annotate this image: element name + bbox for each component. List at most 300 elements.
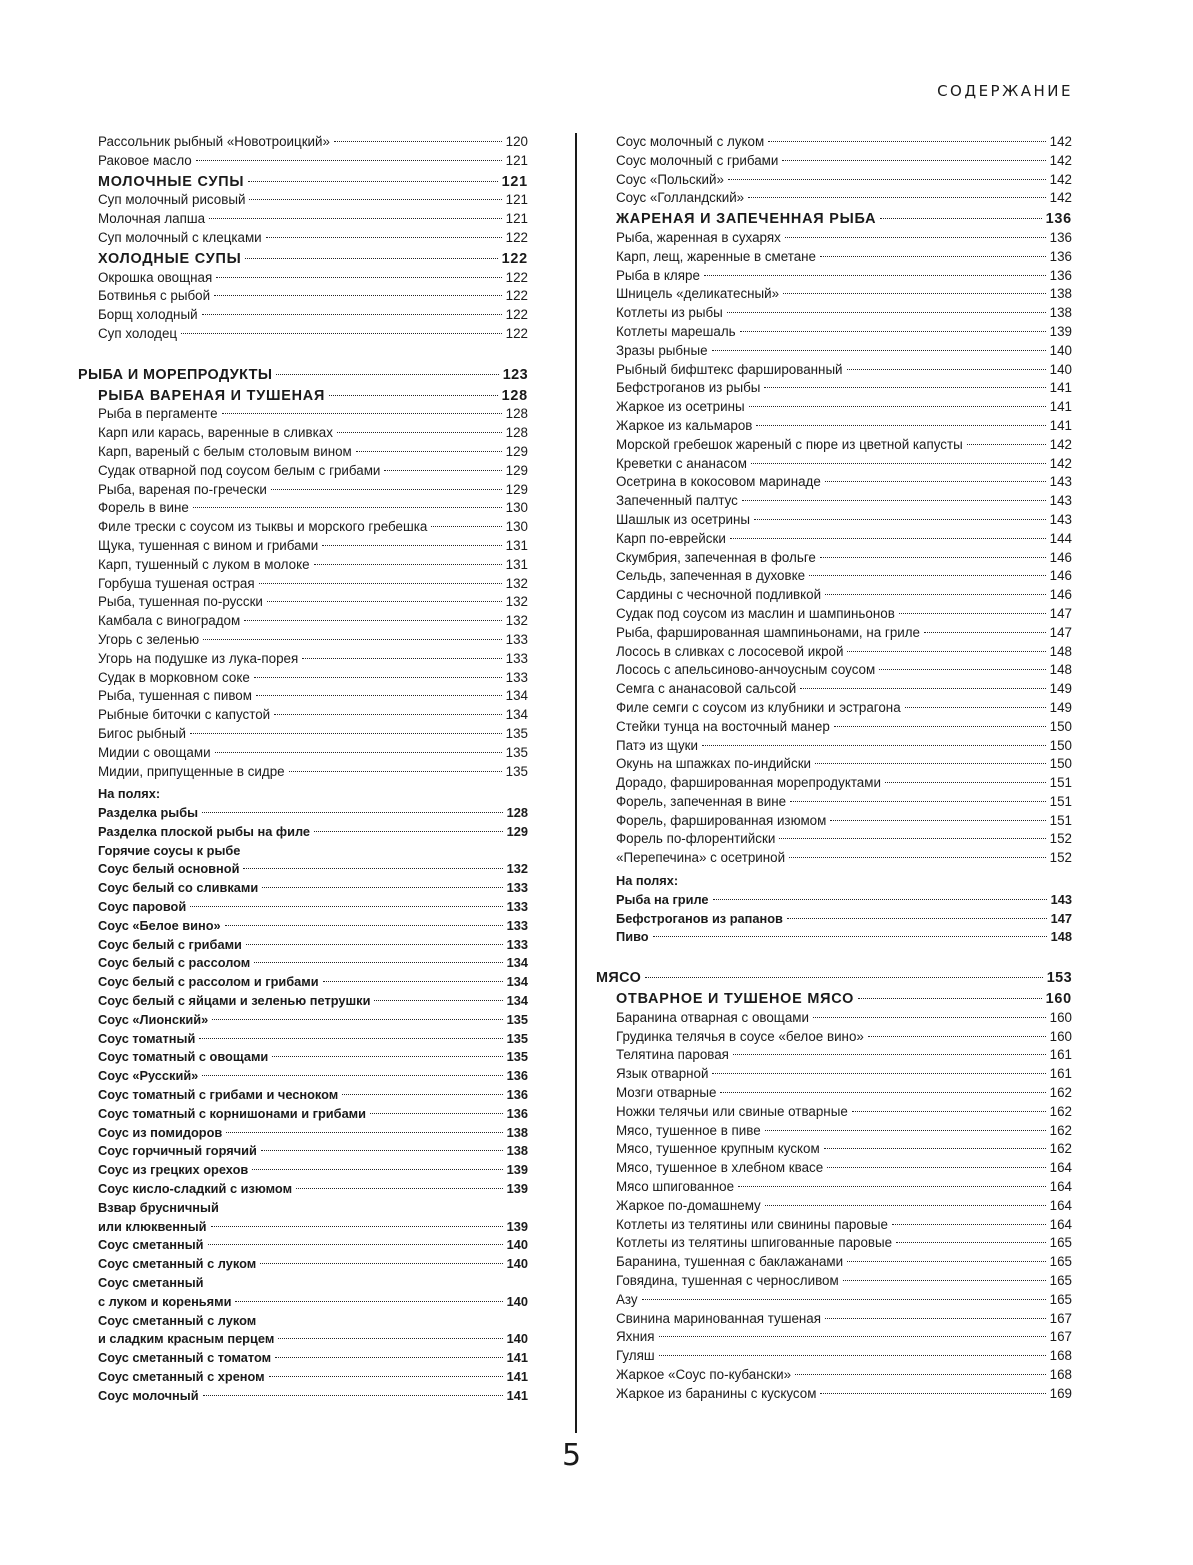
- toc-page-number: 164: [1049, 1179, 1072, 1195]
- toc-page-number: 121: [505, 152, 528, 168]
- toc-entry-title: Форель, запеченная в вине: [616, 793, 787, 809]
- toc-entry-title: Форель в вине: [98, 500, 189, 516]
- toc-page-number: 143: [1049, 474, 1072, 490]
- toc-page-number: 167: [1049, 1329, 1072, 1345]
- toc-margin-entry[interactable]: [78, 1255, 528, 1274]
- toc-entry[interactable]: [78, 763, 528, 782]
- toc-entry-title: Сардины с чесночной подливкой: [616, 587, 822, 603]
- dot-leader: [852, 1111, 1046, 1112]
- toc-page-number: 142: [1049, 190, 1072, 206]
- toc-entry-title: Семга с ананасовой сальсой: [616, 681, 797, 697]
- toc-entry[interactable]: [78, 612, 528, 631]
- toc-page-number: 135: [505, 725, 528, 741]
- toc-entry-title: Шницель «деликатесный»: [616, 286, 780, 302]
- dot-leader: [267, 601, 502, 602]
- toc-section-heading[interactable]: [78, 173, 528, 192]
- toc-entry[interactable]: [78, 229, 528, 248]
- toc-page-number: 138: [506, 1143, 528, 1159]
- toc-entry[interactable]: [78, 537, 528, 556]
- toc-entry-title: Азу: [616, 1291, 638, 1307]
- dot-leader: [825, 481, 1046, 482]
- toc-entry[interactable]: [596, 1009, 1072, 1028]
- toc-margin-entry[interactable]: [78, 992, 528, 1011]
- toc-entry-title: Филе семги с соусом из клубники и эстрагона: [616, 699, 901, 715]
- dot-leader: [642, 1299, 1046, 1300]
- toc-entry[interactable]: [596, 567, 1072, 586]
- toc-chapter-heading[interactable]: [596, 969, 1072, 988]
- dot-leader: [704, 275, 1046, 276]
- toc-page-number: 160: [1049, 1028, 1072, 1044]
- toc-page-number: 142: [1049, 134, 1072, 149]
- dot-leader: [245, 258, 497, 259]
- toc-margin-entry[interactable]: [78, 1293, 528, 1312]
- toc-entry[interactable]: [596, 1310, 1072, 1329]
- toc-margin-entry[interactable]: [78, 1236, 528, 1255]
- dot-leader: [203, 1395, 503, 1396]
- toc-entry-title: Соус белый основной: [98, 861, 240, 877]
- toc-entry-title: Судак в морковном соке: [98, 669, 250, 685]
- toc-entry[interactable]: [596, 1366, 1072, 1385]
- toc-entry[interactable]: [596, 1328, 1072, 1347]
- toc-page-number: 150: [1049, 737, 1072, 753]
- toc-entry-title: Соус томатный с грибами и чесноком: [98, 1087, 339, 1103]
- dot-leader: [733, 1054, 1046, 1055]
- toc-entry-title: Бигос рыбный: [98, 725, 186, 741]
- toc-entry[interactable]: [596, 1197, 1072, 1216]
- dot-leader: [302, 658, 501, 659]
- dot-leader: [211, 1226, 503, 1227]
- toc-entry-title: Жаркое из баранины с кускусом: [616, 1385, 817, 1401]
- toc-margin-entry[interactable]: [78, 1067, 528, 1086]
- toc-page-number: 122: [505, 288, 528, 304]
- toc-entry-title: Судак отварной под соусом белым с грибами: [98, 462, 381, 478]
- toc-entry-title: Соус из грецких орехов: [98, 1162, 249, 1178]
- toc-page-number: 122: [505, 269, 528, 285]
- toc-page-number: 133: [506, 936, 528, 952]
- toc-entry-title: Сельдь, запеченная в духовке: [616, 568, 806, 584]
- toc-entry-title: РЫБА ВАРЕНАЯ И ТУШЕНАЯ: [98, 387, 326, 404]
- toc-margin-entry[interactable]: [78, 973, 528, 992]
- dot-leader: [827, 1167, 1045, 1168]
- toc-entry[interactable]: [596, 699, 1072, 718]
- toc-margin-entry[interactable]: [78, 1011, 528, 1030]
- dot-leader: [254, 962, 502, 963]
- toc-entry-title: Соус сметанный с хреном: [98, 1369, 265, 1384]
- dot-leader: [190, 733, 502, 734]
- toc-entry[interactable]: [78, 191, 528, 210]
- toc-entry[interactable]: [596, 1028, 1072, 1047]
- dot-leader: [370, 1113, 503, 1114]
- toc-entry-title: Соус из помидоров: [98, 1124, 223, 1140]
- toc-page-number: 121: [501, 173, 528, 190]
- toc-entry-title: Мидии с овощами: [98, 744, 211, 760]
- toc-margin-entry[interactable]: [78, 1218, 528, 1237]
- toc-page-number: 133: [505, 650, 528, 666]
- toc-entry-title: Судак под соусом из маслин и шампиньонов: [616, 605, 895, 621]
- dot-leader: [276, 374, 498, 375]
- toc-page-number: 146: [1049, 549, 1072, 565]
- toc-entry[interactable]: [596, 1234, 1072, 1253]
- toc-page-number: 142: [1049, 152, 1072, 168]
- toc-page-number: 153: [1046, 970, 1072, 987]
- dot-leader: [830, 820, 1045, 821]
- dot-leader: [825, 594, 1046, 595]
- dot-leader: [235, 1301, 502, 1302]
- toc-section-heading[interactable]: [78, 250, 528, 269]
- toc-entry[interactable]: [78, 650, 528, 669]
- toc-entry[interactable]: [596, 189, 1072, 208]
- toc-margin-entry[interactable]: [78, 1180, 528, 1199]
- toc-entry[interactable]: [78, 669, 528, 688]
- toc-entry-title: Карп, тушенный с луком в молоке: [98, 556, 310, 572]
- toc-margin-entry[interactable]: [78, 1387, 528, 1406]
- toc-entry[interactable]: [596, 342, 1072, 361]
- toc-entry[interactable]: [78, 481, 528, 500]
- toc-section-heading[interactable]: [78, 387, 528, 406]
- toc-page-number: 162: [1049, 1141, 1072, 1157]
- toc-page-number: 151: [1049, 812, 1072, 828]
- toc-entry[interactable]: [596, 661, 1072, 680]
- toc-entry[interactable]: [78, 499, 528, 518]
- toc-entry-title: МЯСО: [596, 970, 642, 987]
- toc-entry[interactable]: [596, 436, 1072, 455]
- toc-page-number: 141: [1049, 417, 1072, 433]
- toc-margin-entry[interactable]: [78, 1030, 528, 1049]
- toc-entry[interactable]: [596, 1216, 1072, 1235]
- toc-entry-title: Рыба, вареная по-гречески: [98, 481, 267, 497]
- dot-leader: [820, 1393, 1045, 1394]
- toc-entry-title: с луком и кореньями: [98, 1293, 232, 1309]
- toc-entry[interactable]: [78, 269, 528, 288]
- toc-page-number: 162: [1049, 1085, 1072, 1101]
- dot-leader: [813, 1017, 1046, 1018]
- dot-leader: [374, 1000, 502, 1001]
- toc-entry-title: Мясо, тушенное крупным куском: [616, 1141, 820, 1157]
- toc-entry[interactable]: [596, 304, 1072, 323]
- dot-leader: [967, 444, 1046, 445]
- toc-entry[interactable]: [596, 737, 1072, 756]
- toc-entry[interactable]: [596, 1385, 1072, 1404]
- toc-entry[interactable]: [596, 511, 1072, 530]
- toc-margin-entry[interactable]: [78, 898, 528, 917]
- toc-entry[interactable]: [596, 1159, 1072, 1178]
- toc-page-number: 168: [1049, 1348, 1072, 1364]
- toc-entry[interactable]: [78, 744, 528, 763]
- toc-entry[interactable]: [596, 1065, 1072, 1084]
- dot-leader: [659, 1336, 1046, 1337]
- toc-entry-title: Морской гребешок жареный с пюре из цветной капусты: [616, 436, 963, 452]
- toc-entry-title: Гуляш: [616, 1348, 655, 1364]
- toc-entry[interactable]: [596, 830, 1072, 849]
- toc-entry[interactable]: [596, 624, 1072, 643]
- toc-margin-entry[interactable]: [78, 1368, 528, 1387]
- toc-entry-title: Котлеты марешаль: [616, 323, 736, 339]
- toc-entry-title: Карп или карась, варенные в сливках: [98, 425, 333, 441]
- toc-entry[interactable]: [596, 849, 1072, 868]
- toc-margin-entry[interactable]: [78, 936, 528, 955]
- toc-page-number: 151: [1049, 793, 1072, 809]
- toc-entry-title: Скумбрия, запеченная в фольге: [616, 549, 816, 565]
- toc-page-number: 148: [1049, 643, 1072, 659]
- toc-entry[interactable]: [78, 462, 528, 481]
- toc-page-number: 132: [506, 861, 528, 877]
- toc-margin-entry[interactable]: [78, 860, 528, 879]
- toc-entry[interactable]: [596, 379, 1072, 398]
- toc-entry[interactable]: [596, 1103, 1072, 1122]
- dot-leader: [768, 141, 1045, 142]
- toc-entry[interactable]: [596, 605, 1072, 624]
- toc-entry[interactable]: [596, 1253, 1072, 1272]
- toc-margin-entry[interactable]: [78, 1048, 528, 1067]
- toc-entry[interactable]: [596, 586, 1072, 605]
- toc-column-left: [78, 133, 528, 1406]
- toc-page-number: 120: [505, 134, 528, 149]
- dot-leader: [243, 868, 502, 869]
- toc-entry[interactable]: [596, 755, 1072, 774]
- toc-margin-entry[interactable]: [78, 917, 528, 936]
- toc-page-number: 167: [1049, 1310, 1072, 1326]
- running-head: СОДЕРЖАНИЕ: [937, 82, 1073, 100]
- dot-leader: [885, 782, 1046, 783]
- toc-entry[interactable]: [596, 417, 1072, 436]
- dot-leader: [269, 1376, 503, 1377]
- toc-entry-title: Карп, лещ, жаренные в сметане: [616, 248, 816, 264]
- toc-entry[interactable]: [78, 518, 528, 537]
- toc-entry[interactable]: [78, 133, 528, 152]
- toc-entry[interactable]: [596, 1178, 1072, 1197]
- toc-margin-entry[interactable]: [596, 910, 1072, 929]
- toc-entry[interactable]: [596, 473, 1072, 492]
- toc-entry[interactable]: [596, 1046, 1072, 1065]
- toc-entry[interactable]: [78, 631, 528, 650]
- toc-entry-title: Соус белый с грибами: [98, 936, 242, 952]
- toc-entry[interactable]: [78, 405, 528, 424]
- dot-leader: [260, 1263, 502, 1264]
- toc-entry[interactable]: [78, 306, 528, 325]
- toc-margin-entry[interactable]: [78, 879, 528, 898]
- toc-margin-entry[interactable]: [596, 928, 1072, 947]
- dot-leader: [266, 237, 502, 238]
- toc-entry[interactable]: [78, 325, 528, 344]
- toc-entry[interactable]: [596, 530, 1072, 549]
- toc-page-number: 132: [505, 575, 528, 591]
- toc-entry[interactable]: [596, 285, 1072, 304]
- toc-entry[interactable]: [596, 718, 1072, 737]
- toc-entry-title: Свинина маринованная тушеная: [616, 1310, 822, 1326]
- toc-page-number: 122: [501, 250, 528, 267]
- dot-leader: [924, 632, 1046, 633]
- toc-page-number: 135: [506, 1049, 528, 1065]
- toc-page-number: 147: [1049, 605, 1072, 621]
- toc-entry[interactable]: [596, 248, 1072, 267]
- toc-entry[interactable]: [78, 210, 528, 229]
- toc-page-number: 129: [505, 481, 528, 497]
- toc-page-number: 133: [506, 880, 528, 896]
- dot-leader: [659, 1355, 1046, 1356]
- toc-entry[interactable]: [596, 171, 1072, 190]
- dot-leader: [254, 677, 502, 678]
- toc-entry[interactable]: [596, 793, 1072, 812]
- toc-margin-entry[interactable]: [78, 1124, 528, 1143]
- toc-margin-entry[interactable]: [78, 1161, 528, 1180]
- toc-entry-title: Баранина, тушенная с баклажанами: [616, 1254, 844, 1270]
- toc-entry[interactable]: [596, 812, 1072, 831]
- dot-leader: [248, 181, 497, 182]
- toc-entry[interactable]: [78, 287, 528, 306]
- toc-entry[interactable]: [78, 687, 528, 706]
- toc-entry[interactable]: [596, 1291, 1072, 1310]
- dot-leader: [740, 331, 1046, 332]
- toc-page-number: 138: [506, 1124, 528, 1140]
- dot-leader: [843, 1280, 1046, 1281]
- toc-margin-entry[interactable]: [78, 1105, 528, 1124]
- toc-entry[interactable]: [596, 1122, 1072, 1141]
- dot-leader: [880, 218, 1041, 219]
- dot-leader: [825, 1318, 1046, 1319]
- toc-margin-entry[interactable]: [78, 1142, 528, 1161]
- toc-page-number: 136: [506, 1087, 528, 1103]
- toc-entry[interactable]: [78, 725, 528, 744]
- toc-page-number: 131: [505, 556, 528, 572]
- toc-entry[interactable]: [596, 680, 1072, 699]
- toc-entry[interactable]: [78, 152, 528, 171]
- dot-leader: [738, 1186, 1046, 1187]
- toc-entry[interactable]: [596, 549, 1072, 568]
- toc-entry[interactable]: [78, 424, 528, 443]
- toc-entry[interactable]: [78, 443, 528, 462]
- toc-entry-title: Рыба на гриле: [616, 891, 709, 907]
- toc-margin-entry[interactable]: [78, 1086, 528, 1105]
- toc-entry-title: Соус горчичный горячий: [98, 1143, 257, 1159]
- dot-leader: [202, 1075, 502, 1076]
- toc-chapter-heading[interactable]: [78, 366, 528, 385]
- toc-margin-notes-label: [596, 872, 1072, 891]
- dot-leader: [754, 519, 1046, 520]
- toc-page-number: 144: [1049, 530, 1072, 546]
- column-divider: [575, 133, 577, 1433]
- toc-entry-title: Язык отварной: [616, 1066, 709, 1082]
- toc-entry[interactable]: [78, 556, 528, 575]
- toc-margin-entry[interactable]: [78, 804, 528, 823]
- toc-entry[interactable]: [78, 575, 528, 594]
- dot-leader: [431, 526, 501, 527]
- toc-page-number: 141: [506, 1350, 528, 1366]
- dot-leader: [272, 1056, 502, 1057]
- toc-entry[interactable]: [596, 152, 1072, 171]
- toc-entry-title: Стейки тунца на восточный манер: [616, 718, 830, 734]
- dot-leader: [202, 314, 502, 315]
- toc-entry[interactable]: [596, 323, 1072, 342]
- toc-entry-title: Соус паровой: [98, 899, 187, 915]
- toc-margin-entry[interactable]: [78, 1330, 528, 1349]
- dot-leader: [212, 1019, 502, 1020]
- toc-entry-title: Мозги отварные: [616, 1085, 717, 1101]
- dot-leader: [271, 489, 502, 490]
- toc-entry-title: Шашлык из осетрины: [616, 511, 751, 527]
- toc-entry-title: Мидии, припущенные в сидре: [98, 763, 285, 779]
- dot-leader: [225, 925, 503, 926]
- toc-margin-entry[interactable]: [78, 823, 528, 842]
- toc-page-number: 140: [506, 1293, 528, 1309]
- toc-page-number: 160: [1045, 991, 1072, 1008]
- toc-entry[interactable]: [596, 643, 1072, 662]
- dot-leader: [742, 500, 1046, 501]
- toc-page-number: 149: [1049, 699, 1072, 715]
- toc-section-heading[interactable]: [596, 990, 1072, 1009]
- dot-leader: [749, 406, 1046, 407]
- dot-leader: [765, 1205, 1046, 1206]
- toc-entry[interactable]: [596, 1140, 1072, 1159]
- dot-leader: [834, 726, 1046, 727]
- toc-entry[interactable]: [596, 1084, 1072, 1103]
- toc-page-number: 131: [505, 537, 528, 553]
- dot-leader: [275, 1357, 503, 1358]
- toc-entry[interactable]: [78, 593, 528, 612]
- toc-entry-title: Форель по-флорентийски: [616, 831, 776, 847]
- toc-entry-title: Зразы рыбные: [616, 342, 708, 358]
- dot-leader: [226, 1132, 502, 1133]
- toc-page-number: 164: [1049, 1160, 1072, 1176]
- toc-page-number: 150: [1049, 756, 1072, 772]
- toc-page-number: 162: [1049, 1122, 1072, 1138]
- toc-entry[interactable]: [596, 229, 1072, 248]
- toc-section-heading[interactable]: [596, 210, 1072, 229]
- toc-entry-title: «Перепечина» с осетриной: [616, 850, 786, 866]
- toc-entry[interactable]: [596, 267, 1072, 286]
- toc-entry-title: Жаркое из осетрины: [616, 399, 745, 415]
- toc-page-number: 129: [505, 443, 528, 459]
- toc-margin-entry[interactable]: [596, 891, 1072, 910]
- dot-leader: [261, 1150, 503, 1151]
- toc-entry-title: На полях:: [98, 786, 161, 802]
- toc-page-number: 122: [505, 229, 528, 245]
- toc-entry-title: Соус молочный: [98, 1387, 199, 1403]
- toc-page-number: 139: [506, 1218, 528, 1234]
- toc-page-number: 121: [505, 211, 528, 227]
- toc-page-number: 133: [505, 669, 528, 685]
- dot-leader: [858, 998, 1041, 999]
- toc-margin-entry[interactable]: [78, 954, 528, 973]
- toc-entry[interactable]: [596, 1347, 1072, 1366]
- toc-page-number: 130: [505, 500, 528, 516]
- toc-entry[interactable]: [596, 398, 1072, 417]
- toc-page-number: 148: [1050, 929, 1072, 945]
- dot-leader: [274, 714, 502, 715]
- toc-entry[interactable]: [596, 774, 1072, 793]
- toc-page-number: 121: [505, 192, 528, 208]
- toc-entry-title: Рыба, жаренная в сухарях: [616, 229, 781, 245]
- dot-leader: [329, 395, 497, 396]
- toc-entry-title: Жаркое из кальмаров: [616, 417, 753, 433]
- toc-page-number: 136: [1049, 248, 1072, 264]
- toc-entry[interactable]: [596, 455, 1072, 474]
- toc-entry[interactable]: [596, 492, 1072, 511]
- toc-page-number: 140: [506, 1256, 528, 1272]
- toc-entry[interactable]: [596, 361, 1072, 380]
- toc-page-number: 140: [1049, 342, 1072, 358]
- toc-entry[interactable]: [78, 706, 528, 725]
- dot-leader: [815, 763, 1046, 764]
- toc-page-number: 135: [506, 1030, 528, 1046]
- toc-page-number: 129: [505, 462, 528, 478]
- toc-entry-title: Соус томатный с корнишонами и грибами: [98, 1105, 367, 1121]
- page-number: 5: [562, 1438, 582, 1473]
- toc-entry[interactable]: [596, 133, 1072, 152]
- dot-leader: [278, 1338, 502, 1339]
- toc-entry[interactable]: [596, 1272, 1072, 1291]
- toc-entry-title: или клюквенный: [98, 1218, 207, 1234]
- toc-margin-entry[interactable]: [78, 1349, 528, 1368]
